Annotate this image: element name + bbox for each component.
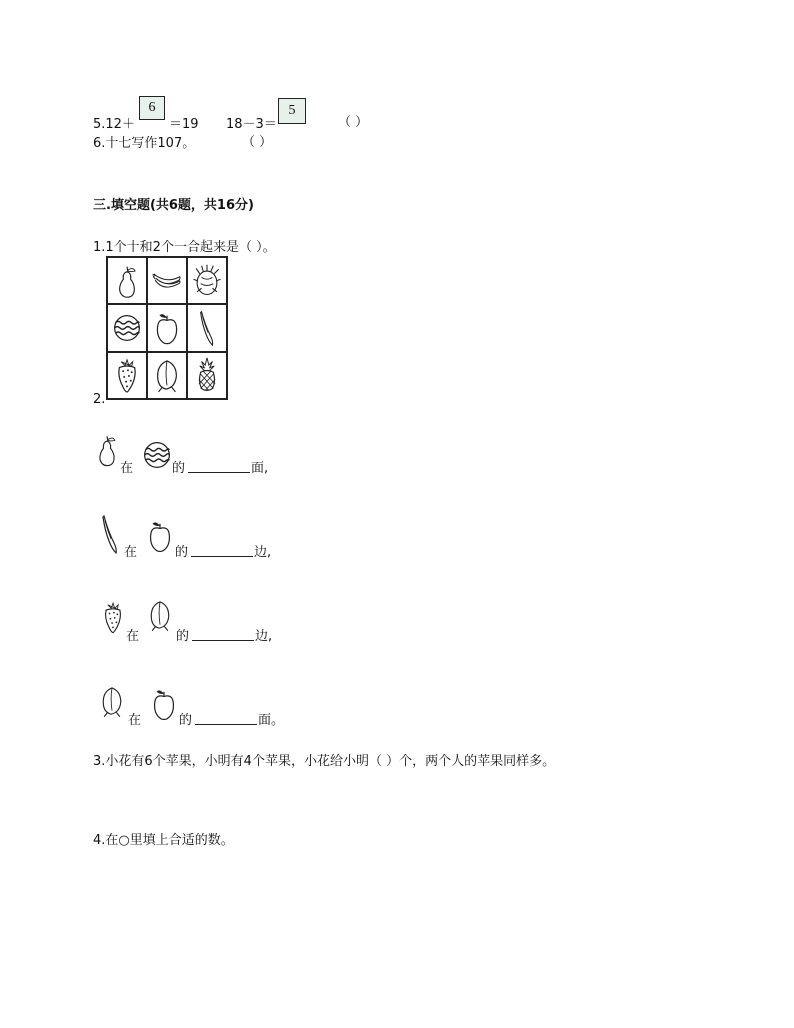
peapod-icon bbox=[100, 512, 120, 556]
fill-q1: 1.1个十和2个一合起来是（ ）。 bbox=[93, 240, 276, 255]
q5-equals: ＝19 bbox=[169, 117, 199, 132]
q5-answer-paren: （ ） bbox=[338, 115, 369, 130]
pear-icon bbox=[94, 428, 120, 472]
q6-answer-paren: （ ） bbox=[242, 135, 273, 150]
grid-cell-dragonfruit bbox=[187, 257, 227, 304]
grid-cell-apple bbox=[147, 304, 187, 351]
pear-icon bbox=[112, 263, 142, 299]
apple-icon bbox=[152, 310, 182, 346]
grid-cell-pineapple bbox=[187, 352, 227, 399]
answer-blank-2[interactable] bbox=[191, 542, 253, 557]
line2-de: 的 bbox=[175, 545, 189, 560]
apple-icon bbox=[146, 518, 174, 554]
peach-icon bbox=[98, 682, 126, 720]
q5-answer-box-1: 6 bbox=[139, 96, 165, 120]
answer-blank-1[interactable] bbox=[188, 458, 250, 473]
grid-cell-pear bbox=[107, 257, 147, 304]
line1-de: 的 bbox=[172, 461, 186, 476]
line4-zai: 在 bbox=[128, 713, 142, 728]
grid-cell-strawberry bbox=[107, 352, 147, 399]
pineapple-icon bbox=[195, 356, 219, 394]
grid-cell-banana bbox=[147, 257, 187, 304]
q6-text: 6.十七写作107。 bbox=[93, 136, 196, 151]
apple-icon bbox=[150, 686, 178, 722]
peapod-icon bbox=[197, 309, 217, 347]
grid-cell-watermelon bbox=[107, 304, 147, 351]
line1-zai: 在 bbox=[120, 461, 134, 476]
answer-blank-4[interactable] bbox=[195, 710, 257, 725]
line2-end: 边, bbox=[254, 545, 272, 560]
grid-cell-peach bbox=[147, 352, 187, 399]
line3-zai: 在 bbox=[126, 629, 140, 644]
section-title: 三.填空题(共6题，共16分) bbox=[93, 198, 254, 213]
banana-icon bbox=[150, 267, 184, 295]
q5-expression-2: 18－3＝ bbox=[226, 117, 277, 132]
peach-icon bbox=[152, 357, 182, 393]
strawberry-icon bbox=[112, 357, 142, 393]
line2-zai: 在 bbox=[124, 545, 138, 560]
strawberry-icon bbox=[100, 598, 126, 636]
answer-blank-3[interactable] bbox=[192, 626, 254, 641]
fill-q3: 3.小花有6个苹果，小明有4个苹果，小花给小明（ ）个，两个人的苹果同样多。 bbox=[93, 754, 556, 769]
line3-de: 的 bbox=[176, 629, 190, 644]
q5-prefix: 5.12＋ bbox=[93, 117, 135, 132]
watermelon-icon bbox=[142, 440, 172, 470]
dragonfruit-icon bbox=[192, 263, 222, 299]
q5-answer-box-2: 5 bbox=[278, 98, 306, 124]
line3-end: 边, bbox=[255, 629, 273, 644]
fill-q4: 4.在○里填上合适的数。 bbox=[93, 833, 234, 848]
line4-de: 的 bbox=[179, 713, 193, 728]
fill-q2-label: 2. bbox=[93, 392, 106, 407]
line1-end: 面, bbox=[251, 461, 269, 476]
peach-icon bbox=[146, 596, 174, 634]
grid-cell-peapod bbox=[187, 304, 227, 351]
line4-end: 面。 bbox=[258, 713, 285, 728]
watermelon-icon bbox=[112, 313, 142, 343]
fruit-grid bbox=[106, 256, 228, 400]
